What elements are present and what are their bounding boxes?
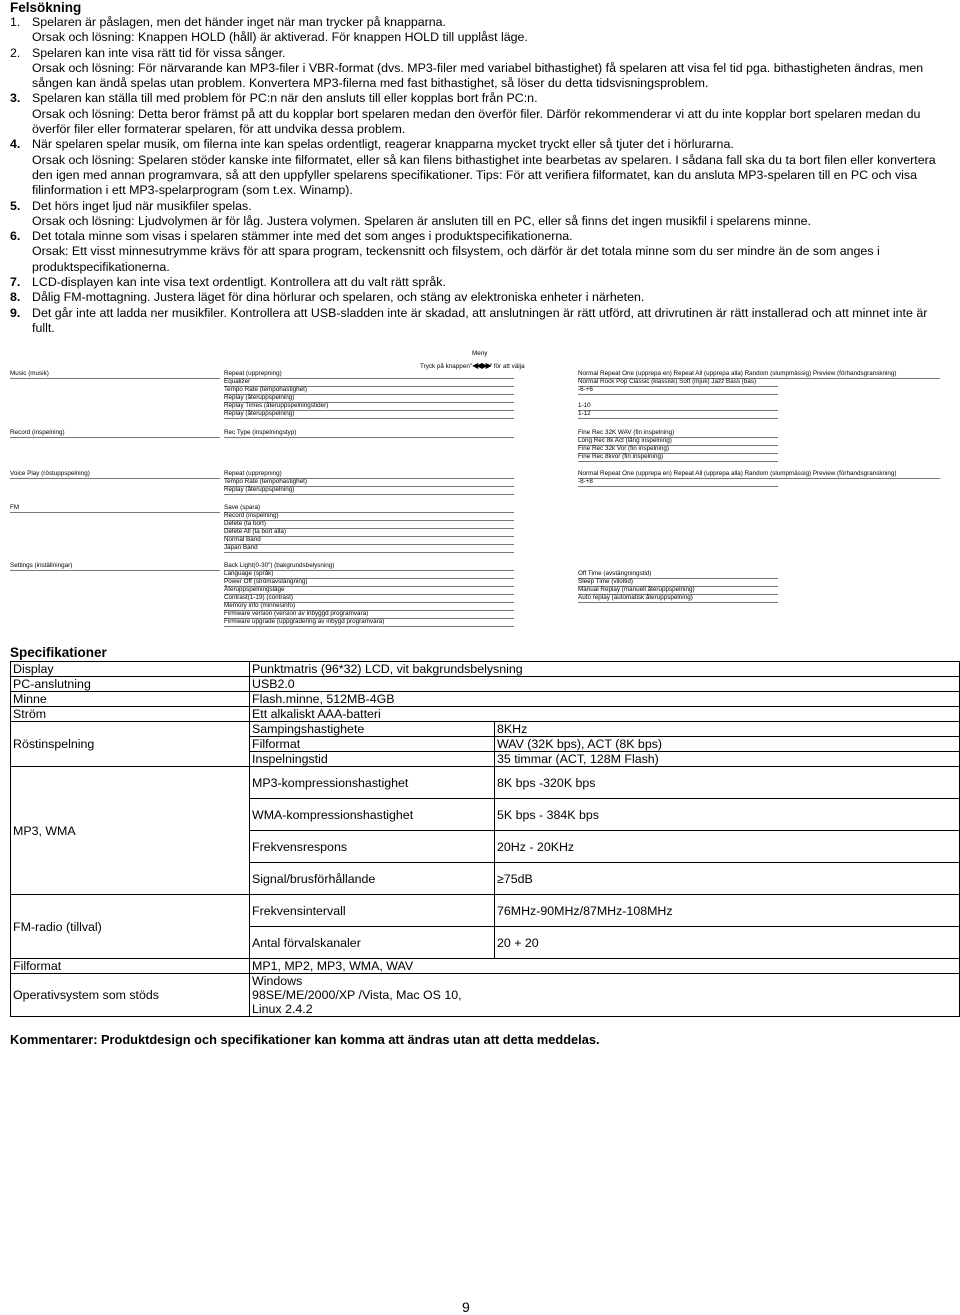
table-row: Signal/brusförhållande ≥75dB [11,863,960,895]
menu-category-settings: Settings (inställningar) [10,562,220,571]
table-row: PC-anslutning USB2.0 [11,677,960,692]
table-row: MP3, WMA MP3-kompressionshastighet 8K bps -320K bps [11,767,960,799]
menu-item: Contrast(1-19) (contrast) [224,594,514,603]
menu-value: -8-+8 [578,478,778,487]
menu-instruction: Tryck på knappen"◀◀ - ▶▶" för att välja [420,361,525,370]
menu-item: Replay (återuppspelning) [224,410,514,419]
menu-item: Equalizer [224,378,514,387]
menu-item: Back Light(0-30") (bakgrundsbelysning) [224,562,514,571]
menu-item: Memory info (minnesinfo) [224,602,514,611]
list-item: 1. Spelaren är påslagen, men det händer inget när man trycker på knapparna. Orsak och lösning: Knappen HOLD (håll) är aktiverad. För knappen HOLD till upplåst läge. [10,15,528,45]
menu-item: Power Off (strömavstängning) [224,578,514,587]
table-row: Inspelningstid 35 timmar (ACT, 128M Flash) [11,752,960,767]
menu-tree [10,348,950,628]
footnote: Kommentarer: Produktdesign och specifikationer kan komma att ändras utan att detta meddelas. [10,1032,600,1047]
menu-item: Save (spara) [224,504,514,513]
menu-item: Japan Band [224,544,514,553]
table-row: Filformat MP1, MP2, MP3, WMA, WAV [11,959,960,974]
menu-item: Record (inspelning) [224,512,514,521]
menu-item: Återuppspelningsläge [224,586,514,595]
menu-item: Firmware upgrade (uppgradering av inbygd programvara) [224,618,514,627]
specs-title: Specifikationer [10,645,107,660]
menu-title: Meny [472,350,488,357]
menu-category-record: Record (inspelning) [10,429,220,438]
list-item: 8. Dålig FM-mottagning. Justera läget för dina hörlurar och spelaren, och stäng av elektroniska enheter i närheten. [10,290,645,305]
table-row: Filformat WAV (32K bps), ACT (8K bps) [11,737,960,752]
menu-category-fm: FM [10,504,220,513]
menu-value: Normal Repeat One (upprepa en) Repeat All (upprepa alla) Random (slumpmässig) Preview (förhandsgranskning) [578,470,940,479]
menu-item: Normal Band [224,536,514,545]
table-row: Display Punktmatris (96*32) LCD, vit bakgrundsbelysning [11,662,960,677]
menu-item: Language (språk) [224,570,514,579]
table-row: Minne Flash.minne, 512MB-4GB [11,692,960,707]
menu-item: Repeat (upprepning) [224,370,514,379]
list-item: 7. LCD-displayen kan inte visa text ordentligt. Kontrollera att du valt rätt språk. [10,275,446,290]
menu-value: 1-10 [578,402,778,411]
menu-value: Fine Rec 32K WAV (fin inspelning) [578,429,778,438]
troubleshooting-title: Felsökning [10,0,82,15]
menu-value: Fine Rec 8kvor (fin inspelning) [578,453,778,462]
page-number: 9 [462,1299,470,1315]
menu-value: Normal Rock Pop Classic (klassisk) Soft (mjuk) Jazz Bass (bas) [578,378,778,387]
menu-category-music: Music (musik) [10,370,220,379]
menu-value: Normal Repeat One (upprepa en) Repeat All (upprepa alla) Random (slumpmässig) Preview (förhandsgranskning) [578,370,940,379]
list-item: 5. Det hörs inget ljud när musikfiler spelas. Orsak och lösning: Ljudvolymen är för låg. Justera volymen. Spelaren är ansluten till en PC, eller så finns det ingen musikfil i spelarens minne. [10,198,811,228]
menu-item: Delete All (ta bort alla) [224,528,514,537]
menu-value: 1-12 [578,410,778,419]
table-row: Ström Ett alkaliskt AAA-batteri [11,707,960,722]
menu-item: Replay Times (återuppspelningstider) [224,402,514,411]
table-row: Antal förvalskanaler 20 + 20 [11,927,960,959]
table-row: Operativsystem som stöds Windows 98SE/ME/2000/XP /Vista, Mac OS 10, Linux 2.4.2 [11,974,960,1017]
list-item: 2. Spelaren kan inte visa rätt tid för vissa sånger. Orsak och lösning: För närvarande kan MP3-filer i VBR-format (dvs. MP3-filer med variabel bithastighet) få spelaren att visa fel tid pga. bithastigheten ändras, men sången kan ändå spelas utan problem. Konvertera MP3-filerna med fast bithastighet, så löser du detta tidsvisningsproblem. [10,45,924,91]
list-item: 9. Det går inte att ladda ner musikfiler. Kontrollera att USB-sladden inte är skadad, att anslutningen är rätt utförd, att drivrutinen är rätt installerad och att minnet inte är fullt. [10,305,928,335]
list-item: 4. När spelaren spelar musik, om filerna inte kan spelas ordentligt, reagerar knapparna mycket tryckt eller så tjuter det i hörlurarna. Orsak och lösning: Spelaren stöder kanske inte filformatet, eller så kan filens bithastighet inte bearbetas av spelaren. I sådana fall ska du ta bort filen eller konvertera den igen med annan programvara, så att den uppfyller spelarens specifikationer. Tips: För att verifiera filformatet, kan du ansluta MP3-spelaren till en PC och visa filinformation i ett MP3-spelarprogram (som t.ex. Winamp). [10,137,936,198]
menu-value: Manual Replay (manuell återuppspelning) [578,586,778,595]
list-item: 6. Det totala minne som visas i spelaren stämmer inte med det som anges i produktspecifikationerna. Orsak: Ett visst minnesutrymme krävs för att spara program, teckensnitt och filsystem, och därför är det totala minne som du ser mindre än de som anges i produktspecifikationerna. [10,229,880,274]
table-row: Röstinspelning Sampingshastighete 8KHz [11,722,960,737]
table-row: FM-radio (tillval) Frekvensintervall 76MHz-90MHz/87MHz-108MHz [11,895,960,927]
menu-item: Firmware version (version av inbyggd programvara) [224,610,514,619]
menu-item: Replay (återuppspelning) [224,486,514,495]
menu-category-voice: Voice Play (röstuppspelning) [10,470,220,479]
menu-item: Delete (ta bort) [224,520,514,529]
table-row: WMA-kompressionshastighet 5K bps - 384K bps [11,799,960,831]
menu-item: Rec Type (inspelningstyp) [224,429,514,438]
menu-value: -6-+6 [578,386,778,395]
menu-value: Long Rec 8k Act (lång inspelning) [578,437,778,446]
menu-value: Sleep Time (viloltid) [578,578,778,587]
menu-value: Auto replay (automatisk återuppspelning) [578,594,778,603]
menu-item: Replay (återuppspelning) [224,394,514,403]
table-row: Frekvensrespons 20Hz - 20KHz [11,831,960,863]
list-item: 3. Spelaren kan ställa till med problem för PC:n när den ansluts till eller kopplas bort från PC:n. Orsak och lösning: Detta beror främst på att du kopplar bort spelaren medan den överför filer. Därför rekommenderar vi att du inte kopplar bort spelaren medan du överför filer eller formaterar spelaren, för att undvika dessa problem. [10,91,921,137]
menu-value: Off Time (avstängningstid) [578,570,778,579]
specs-table [10,661,960,1017]
troubleshooting-list [10,15,940,336]
menu-item: Tempo Rate (tempohastighet) [224,386,514,395]
menu-item: Repeat (upprepning) [224,470,514,479]
menu-item: Tempo Rate (tempohastighet) [224,478,514,487]
prev-next-icon: ◀◀ - ▶▶ [472,361,490,370]
menu-value: Fine Rec 32k Vor (fin inspelning) [578,445,778,454]
